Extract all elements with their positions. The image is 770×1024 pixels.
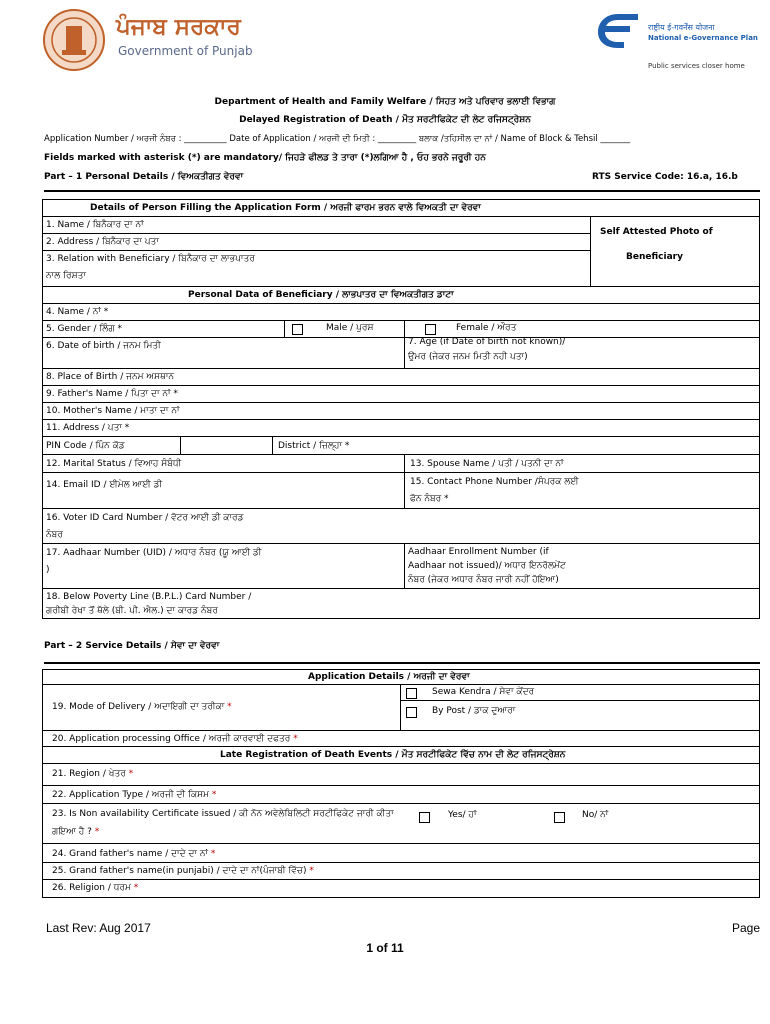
gender-label: 5. Gender / ਲਿੰਗ *: [46, 324, 122, 334]
address-label: 11. Address / ਪਤਾ *: [46, 423, 130, 433]
by-post-checkbox[interactable]: [406, 707, 417, 718]
nac-yes-checkbox[interactable]: [419, 812, 430, 823]
mother-name-label: 10. Mother's Name / ਮਾਤਾ ਦਾ ਨਾਂ: [46, 406, 180, 416]
nac-no-label: No/ ਨਾਂ: [582, 810, 609, 820]
page-label: Page: [732, 921, 761, 935]
religion-label: 26. Religion / ਧਰਮ *: [52, 883, 139, 893]
beneficiary-name-label: 4. Name / ਨਾਂ *: [46, 307, 109, 317]
applicant-name-label: 1. Name / ਬਿਨੈਕਾਰ ਦਾ ਨਾਂ: [46, 220, 144, 230]
nac-no-checkbox[interactable]: [554, 812, 565, 823]
page-number: 1 of 11: [366, 941, 404, 955]
late-registration-header: Late Registration of Death Events / ਮੌਤ ਸਰਟੀਫਿਕੇਟ ਵਿੱਚ ਨਾਮ ਦੀ ਲੇਟ ਰਜਿਸਟ੍ਰੇਸ਼ਨ: [220, 750, 566, 760]
egov-logo-icon: [594, 10, 642, 52]
aadhaar-label: 17. Aadhaar Number (UID) / ਅਧਾਰ ਨੰਬਰ (ਯੂ ਆਈ ਡੀ ): [46, 548, 262, 575]
photo-box-line2: Beneficiary: [626, 252, 683, 262]
rts-service-code: RTS Service Code: 16.a, 16.b: [592, 172, 738, 182]
gender-male-checkbox[interactable]: [292, 324, 303, 335]
birth-place-label: 8. Place of Birth / ਜਨਮ ਅਸਥਾਨ: [46, 372, 175, 382]
sewa-kendra-checkbox[interactable]: [406, 688, 417, 699]
part1-title: Part – 1 Personal Details / ਵਿਅਕਤੀਗਤ ਵੇਰਵਾ: [44, 172, 244, 182]
service-title: Delayed Registration of Death / ਮੌਤ ਸਰਟੀਫਿਕੇਟ ਦੀ ਲੇਟ ਰਜਿਸਟ੍ਰੇਸ਼ਨ: [239, 115, 531, 125]
last-revision: Last Rev: Aug 2017: [46, 921, 151, 935]
part2-title: Part – 2 Service Details / ਸੇਵਾ ਦਾ ਵੇਰਵਾ: [44, 641, 220, 651]
gender-male-label: Male / ਪੁਰਸ਼: [326, 323, 374, 333]
processing-office-label: 20. Application processing Office / ਅਰਜੀ ਕਾਰਵਾਈ ਦਫਤਰ *: [52, 734, 298, 744]
dob-label: 6. Date of birth / ਜਨਮ ਮਿਤੀ: [46, 341, 161, 351]
application-type-label: 22. Application Type / ਅਰਜੀ ਦੀ ਕਿਸਮ *: [52, 790, 217, 800]
marital-status-label: 12. Marital Status / ਵਿਆਹ ਸੰਬੰਧੀ: [46, 459, 182, 469]
non-availability-label: 23. Is Non availability Certificate issued / ਕੀ ਨੋਨ ਅਵੇਲੇਬਿਲਿਟੀ ਸਰਟੀਫਿਕੇਟ ਜਾਰੀ ਕੀਤਾ ਗਇਆ ਹੈ ? *: [52, 809, 394, 837]
district-label: District / ਜ਼ਿਲ੍ਹਾ *: [278, 441, 350, 451]
relation-label: 3. Relation with Beneficiary / ਬਿਨੈਕਾਰ ਦਾ ਲਾਭਪਾਤਰ ਨਾਲ ਰਿਸ਼ਤਾ: [46, 254, 255, 281]
bpl-card-label: 18. Below Poverty Line (B.P.L.) Card Number / ਗਰੀਬੀ ਰੇਖਾ ਤੋਂ ਥੱਲੇ (ਬੀ. ਪੀ. ਐਲ.) ਦਾ ਕਾਰਡ ਨੰਬਰ: [46, 592, 252, 616]
egov-tagline: Public services closer home: [648, 62, 745, 70]
aadhaar-enrollment-label: Aadhaar Enrollment Number (if Aadhaar not issued)/ ਅਧਾਰ ਇਨਰੋਲਮੇਂਟ ਨੰਬਰ (ਜੇਕਰ ਅਧਾਰ ਨੰਬਰ ਜਾਰੀ ਨਹੀਂ ਹੋਇਆ): [408, 547, 566, 585]
department-title: Department of Health and Family Welfare / ਸਿਹਤ ਅਤੇ ਪਰਿਵਾਰ ਭਲਾਈ ਵਿਭਾਗ: [214, 97, 556, 107]
egov-english-title: National e-Governance Plan: [648, 34, 758, 42]
beneficiary-header: Personal Data of Beneficiary / ਲਾਭਪਾਤਰ ਦਾ ਵਿਅਕਤੀਗਤ ਡਾਟਾ: [188, 290, 454, 300]
nac-yes-label: Yes/ ਹਾਂ: [448, 810, 477, 820]
filling-person-header: Details of Person Filling the Application Form / ਅਰਜੀ ਫਾਰਮ ਭਰਨ ਵਾਲੇ ਵਿਅਕਤੀ ਦਾ ਵੇਰਵਾ: [90, 203, 481, 213]
gender-female-label: Female / ਔਰਤ: [456, 323, 517, 333]
grandfather-name-punjabi-label: 25. Grand father's name(in punjabi) / ਦਾਦੇ ਦਾ ਨਾਂ(ਪੰਜਾਬੀ ਵਿੱਚ) *: [52, 866, 314, 876]
region-label: 21. Region / ਖੇਤਰ *: [52, 769, 134, 779]
pin-code-label: PIN Code / ਪਿੰਨ ਕੋਡ: [46, 441, 125, 451]
voter-id-label: 16. Voter ID Card Number / ਵੋਟਰ ਆਈ ਡੀ ਕਾਰਡ ਨੰਬਰ: [46, 513, 244, 540]
mandatory-note: Fields marked with asterisk (*) are mandatory/ ਜਿਹੜੇ ਫੀਲਡ ਤੇ ਤਾਰਾ (*)ਲਗਿਆ ਹੈ , ਓਹ ਭਰਨੇ ਜਰੂਰੀ ਹਨ: [44, 153, 486, 163]
by-post-label: By Post / ਡਾਕ ਦੁਆਰਾ: [432, 706, 516, 716]
sewa-kendra-label: Sewa Kendra / ਸੇਵਾ ਕੇਂਦਰ: [432, 687, 535, 697]
govt-title-english: Government of Punjab: [118, 44, 253, 58]
delivery-mode-label: 19. Mode of Delivery / ਅਦਾਇਗੀ ਦਾ ਤਰੀਕਾ *: [52, 702, 232, 712]
punjab-emblem-icon: [42, 8, 106, 72]
email-label: 14. Email ID / ਈਮੇਲ ਆਈ ਡੀ: [46, 480, 163, 490]
egov-hindi-title: राष्ट्रीय ई-गवर्नेंस योजना: [648, 23, 715, 32]
applicant-address-label: 2. Address / ਬਿਨੈਕਾਰ ਦਾ ਪਤਾ: [46, 237, 159, 247]
application-number-line: Application Number / ਅਰਜੀ ਨੰਬਰ : __________ Date of Application / ਅਰਜੀ ਦੀ ਮਿਤੀ : _________ ਬਲਾਕ /ਤਹਿਸੀਲ ਦਾ ਨਾਂ / Name of Block & Tehsil _______: [44, 134, 631, 144]
spouse-name-label: 13. Spouse Name / ਪਤੀ / ਪਤਨੀ ਦਾ ਨਾਂ: [410, 459, 564, 469]
gender-female-checkbox[interactable]: [425, 324, 436, 335]
grandfather-name-label: 24. Grand father's name / ਦਾਦੇ ਦਾ ਨਾਂ *: [52, 849, 216, 859]
govt-title-punjabi: ਪੰਜਾਬ ਸਰਕਾਰ: [116, 14, 241, 40]
phone-label: 15. Contact Phone Number /ਸੰਪਰਕ ਲਈ ਫੋਨ ਨੰਬਰ *: [410, 477, 579, 504]
age-label: 7. Age (if Date of birth not known)/ ਉਮਰ (ਜੇਕਰ ਜਨਮ ਮਿਤੀ ਨਹੀ ਪਤਾ): [408, 337, 566, 362]
application-details-header: Application Details / ਅਰਜੀ ਦਾ ਵੇਰਵਾ: [308, 672, 470, 682]
photo-box-line1: Self Attested Photo of: [600, 227, 713, 237]
father-name-label: 9. Father's Name / ਪਿਤਾ ਦਾ ਨਾਂ *: [46, 389, 178, 399]
